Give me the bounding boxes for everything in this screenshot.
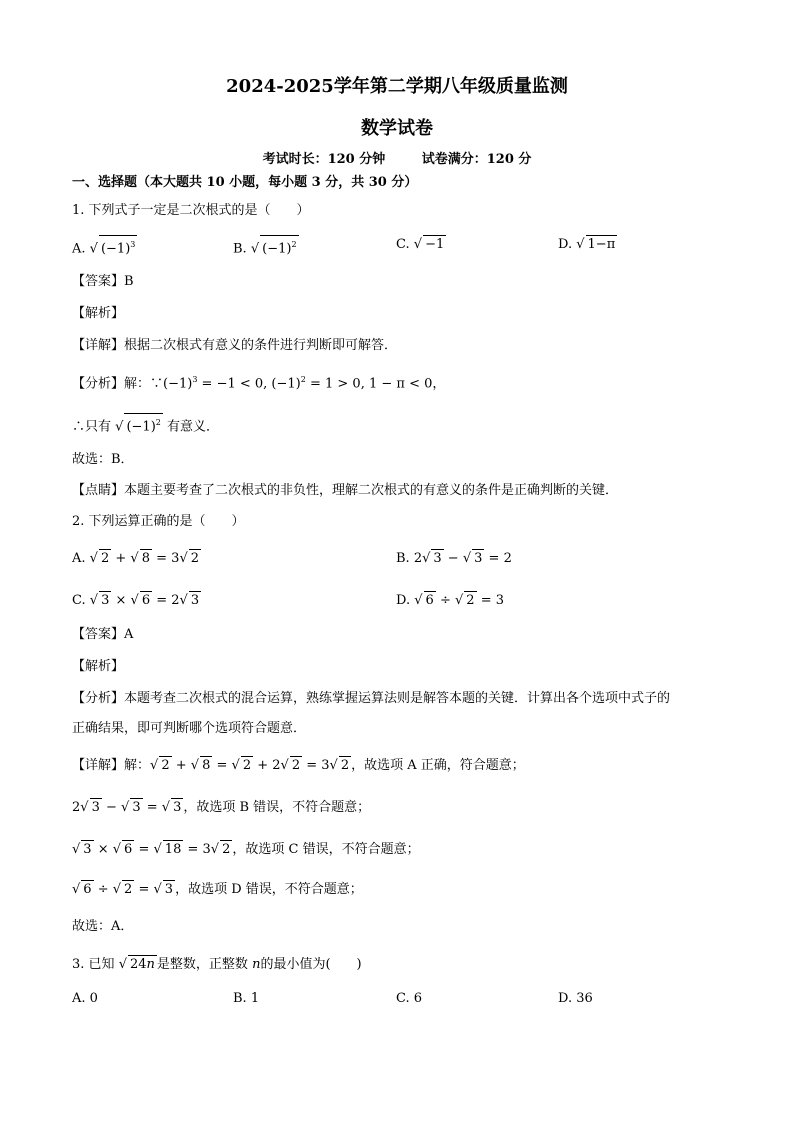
- q2-stem: 2. 下列运算正确的是（ ）: [72, 514, 245, 529]
- q2-option-a: A. √ 2 + √ 8 = 3√ 2: [72, 551, 200, 566]
- q1-detail: 【详解】根据二次根式有意义的条件进行判断即可解答．: [72, 338, 398, 353]
- q1-option-a-label: A.: [72, 241, 86, 257]
- q2-detail-a-suffix: ，故选项 A 正确，符合题意；: [351, 758, 525, 773]
- q2-option-d: D. √ 6 ÷ √ 2 = 3: [396, 593, 504, 608]
- q2-choose: 故选：A．: [72, 919, 134, 934]
- q1-analysis-tag: 【解析】: [72, 306, 125, 321]
- q2-option-d-label: D.: [396, 593, 411, 608]
- q2-detail-b-suffix: ，故选项 B 错误，不符合题意；: [183, 800, 371, 815]
- q2-analysis-line-1: 【分析】本题考查二次根式的混合运算，熟练掌握运算法则是解答本题的关键．计算出各个选项中式子的: [72, 691, 671, 706]
- q2-detail-c-suffix: ，故选项 C 错误，不符合题意；: [232, 842, 420, 857]
- q3-option-c: C. 6: [396, 991, 423, 1006]
- q1-option-a: A. √ $(-1)^3$: [72, 235, 137, 258]
- q2-detail-b: 2√ 3 − √ 3 = √ 3 ，故选项 B 错误，不符合题意；: [72, 800, 371, 815]
- q1-option-b-label: B.: [233, 241, 247, 257]
- exam-subtitle: 数学试卷: [361, 118, 433, 139]
- q1-stem: 1. 下列式子一定是二次根式的是（ ）: [72, 203, 310, 218]
- q2-detail-d-suffix: ，故选项 D 错误，不符合题意；: [175, 882, 363, 897]
- q1-option-d-label: D.: [558, 237, 573, 252]
- q3-option-d: D. 36: [558, 991, 593, 1006]
- q1-only: ∴只有 √ $(-1)^2$ 有意义．: [72, 413, 219, 436]
- section-title: 一、选择题（本大题共 10 小题，每小题 3 分，共 30 分）: [72, 175, 418, 190]
- q1-option-d: D. √ 1−π: [558, 237, 616, 252]
- q1-fenxi: 【分析】解：$\because(-1)^3 = -1 < 0$, $(-1)^2 = 1 > 0$, 1 − π < 0，: [72, 375, 446, 392]
- q2-option-c-label: C.: [72, 593, 86, 608]
- q3-stem-end: 的最小值为( ): [260, 957, 362, 972]
- q3-option-a: A. 0: [72, 991, 98, 1006]
- q2-analysis-line-2: 正确结果，即可判断哪个选项符合题意．: [72, 721, 307, 736]
- q3-variable-n: n: [252, 957, 261, 972]
- q2-detail-d: √ 6 ÷ √ 2 = √ 3 ，故选项 D 错误，不符合题意；: [72, 882, 363, 897]
- q2-detail-a: 【详解】解：√ 2 + √ 8 = √ 2 + 2√ 2 = 3√ 2 ，故选项 A 正确，符合题意；: [72, 758, 525, 773]
- q2-option-a-label: A.: [72, 551, 86, 566]
- q3-option-b: B. 1: [233, 991, 260, 1006]
- q1-only-prefix: ∴只有: [72, 419, 112, 435]
- exam-meta: [0, 148, 794, 167]
- q1-option-c: C. √ −1: [396, 237, 445, 252]
- q1-answer: 【答案】B: [72, 274, 134, 289]
- exam-full-score: 试卷满分：120 分: [421, 152, 532, 167]
- exam-title: 2024-2025学年第二学期八年级质量监测: [226, 76, 568, 97]
- q3-stem: 3. 已知 √ 24n 是整数，正整数 n的最小值为( ): [72, 957, 362, 972]
- q1-comment: 【点睛】本题主要考查了二次根式的非负性，理解二次根式的有意义的条件是正确判断的关键．: [72, 483, 619, 498]
- q2-detail-c: √ 3 × √ 6 = √ 18 = 3√ 2 ，故选项 C 错误，不符合题意；: [72, 842, 420, 857]
- q1-option-c-label: C.: [396, 237, 410, 252]
- q3-stem-suffix: 是整数，正整数: [156, 957, 248, 972]
- q2-option-c: C. √ 3 × √ 6 = 2√ 3: [72, 593, 200, 608]
- exam-duration: 考试时长：120 分钟: [262, 152, 386, 167]
- q2-detail-prefix: 【详解】解：: [72, 758, 151, 773]
- q2-option-b: B. 2√ 3 − √ 3 = 2: [396, 551, 512, 566]
- q2-option-b-label: B.: [396, 551, 410, 566]
- q1-option-b: B. √ $(-1)^2$: [233, 235, 299, 258]
- q1-fenxi-prefix: 【分析】解：∵: [72, 376, 164, 392]
- q2-answer: 【答案】A: [72, 627, 134, 642]
- q1-only-suffix: 有意义．: [167, 419, 220, 435]
- q3-stem-prefix: 3. 已知: [72, 957, 115, 972]
- q1-choose: 故选：B．: [72, 452, 134, 467]
- q2-analysis-tag: 【解析】: [72, 659, 125, 674]
